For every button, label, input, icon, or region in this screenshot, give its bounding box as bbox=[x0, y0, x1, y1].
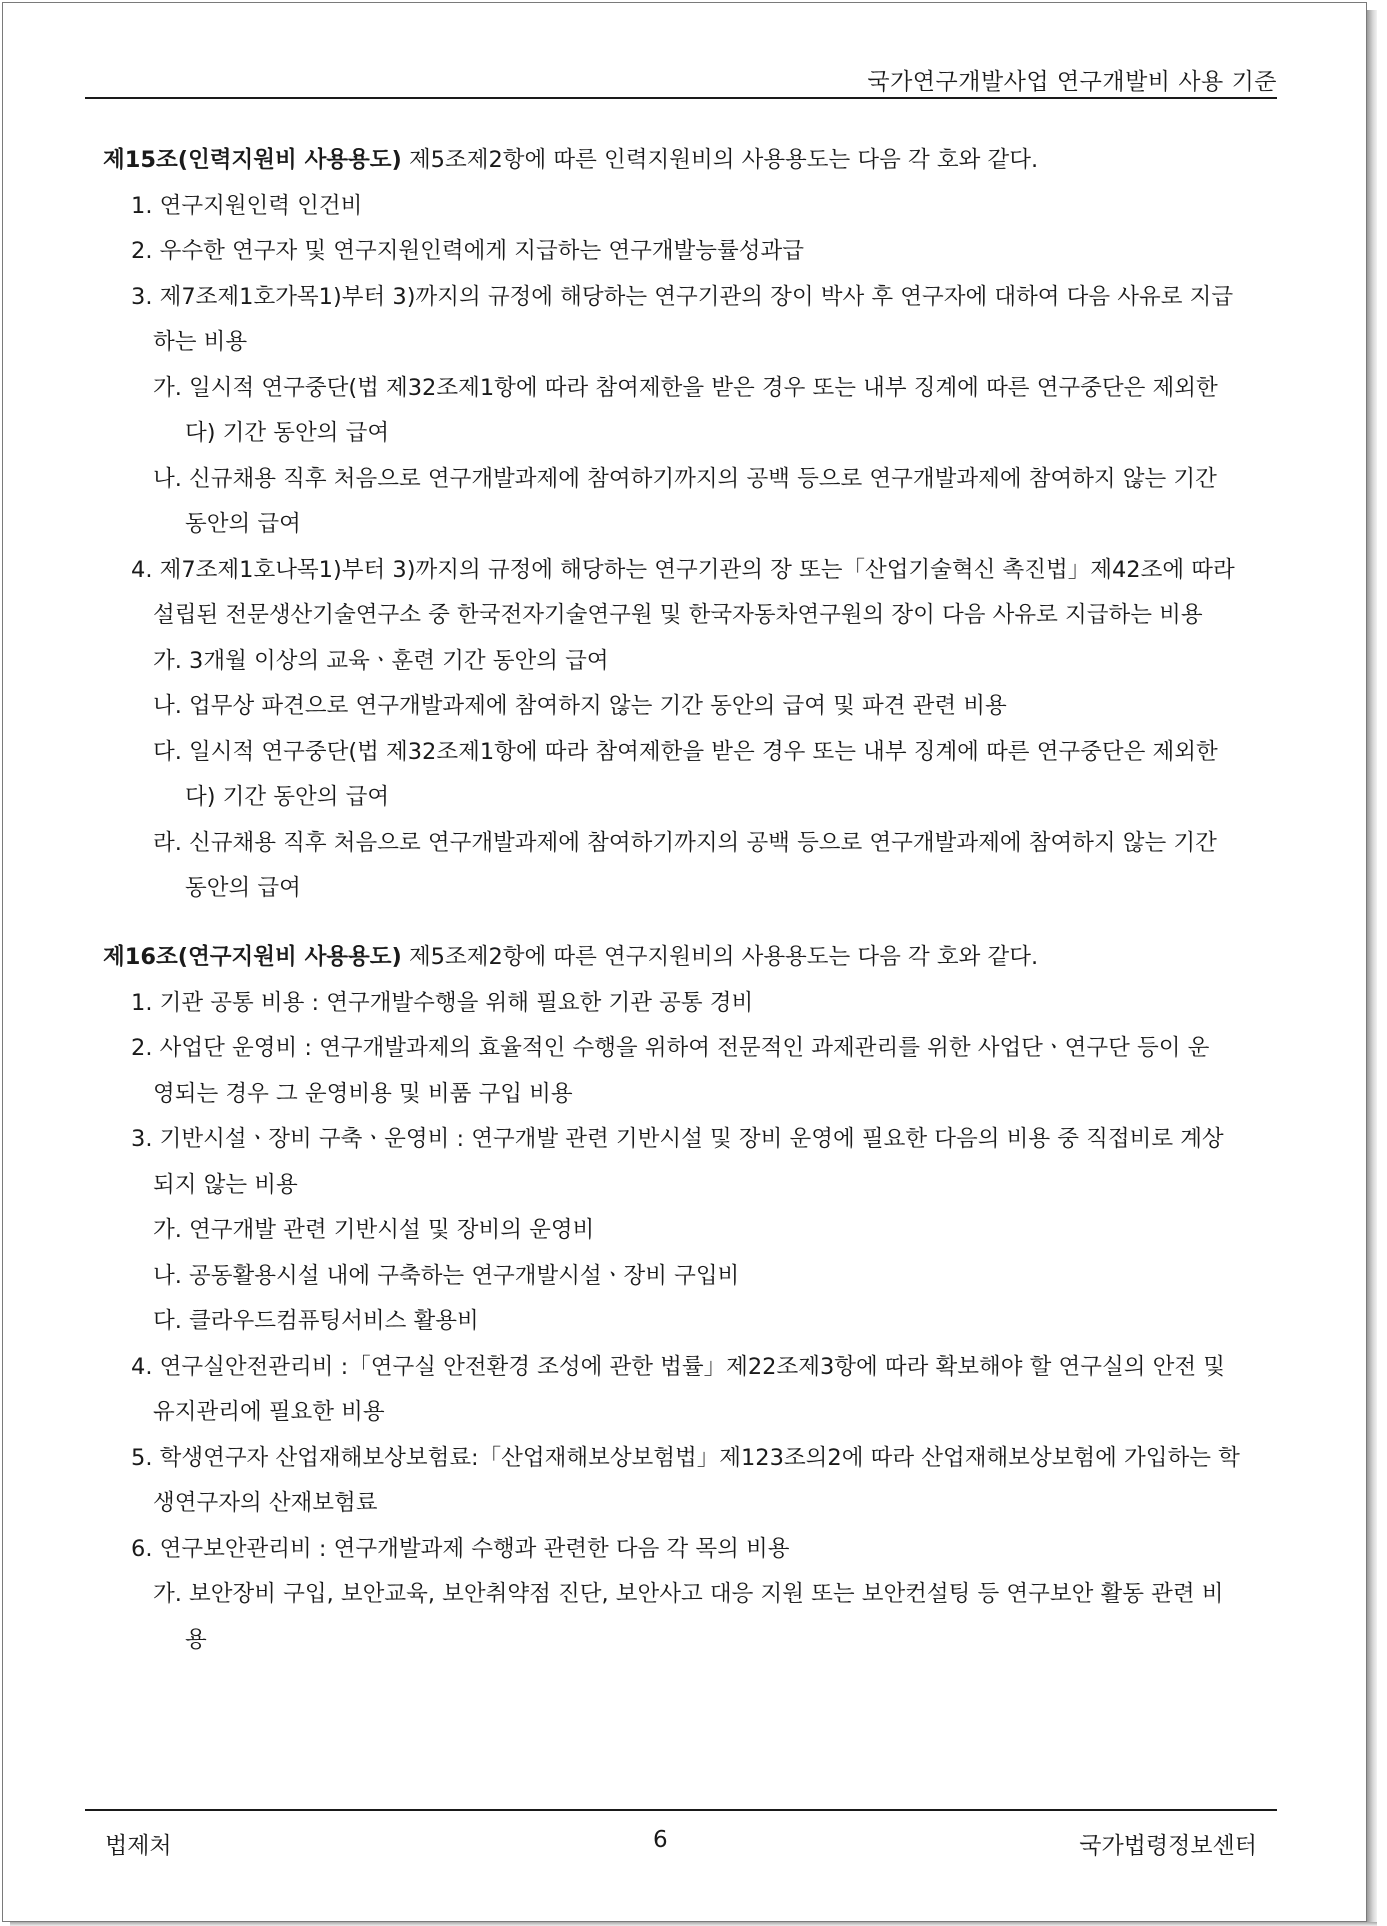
sub-item: 가. 보안장비 구입, 보안교육, 보안취약점 진단, 보안사고 대응 지원 또는 보안컨설팅 등 연구보안 활동 관련 비 bbox=[153, 1581, 1224, 1607]
page-footer bbox=[85, 1809, 1277, 1861]
list-item: 4. 연구실안전관리비 :「연구실 안전환경 조성에 관한 법률」제22조제3항에 따라 확보해야 할 연구실의 안전 및 bbox=[131, 1354, 1225, 1380]
sub-item: 가. 일시적 연구중단(법 제32조제1항에 따라 참여제한을 받은 경우 또는 내부 징계에 따른 연구중단은 제외한 bbox=[153, 375, 1218, 401]
sub-item-continuation: 용 bbox=[185, 1627, 207, 1653]
footer-publisher: 법제처 bbox=[105, 1833, 172, 1859]
list-item: 3. 제7조제1호가목1)부터 3)까지의 규정에 해당하는 연구기관의 장이 박사 후 연구자에 대하여 다음 사유로 지급 bbox=[131, 284, 1234, 310]
list-item: 3. 기반시설ㆍ장비 구축ㆍ운영비 : 연구개발 관련 기반시설 및 장비 운영에 필요한 다음의 비용 중 직접비로 계상 bbox=[131, 1126, 1224, 1152]
list-item-continuation: 유지관리에 필요한 비용 bbox=[153, 1399, 385, 1425]
article-16-intro: 제5조제2항에 따른 연구지원비의 사용용도는 다음 각 호와 같다. bbox=[401, 944, 1039, 970]
footer-source: 국가법령정보센터 bbox=[1079, 1833, 1257, 1859]
sub-item-continuation: 다) 기간 동안의 급여 bbox=[185, 784, 390, 810]
page-shadow-bottom bbox=[10, 1922, 1377, 1926]
document-title: 국가연구개발사업 연구개발비 사용 기준 bbox=[867, 69, 1277, 95]
sub-item: 나. 신규채용 직후 처음으로 연구개발과제에 참여하기까지의 공백 등으로 연구개발과제에 참여하지 않는 기간 bbox=[153, 466, 1217, 492]
list-item: 2. 사업단 운영비 : 연구개발과제의 효율적인 수행을 위하여 전문적인 과제관리를 위한 사업단ㆍ연구단 등이 운 bbox=[131, 1035, 1210, 1061]
page-header bbox=[85, 57, 1277, 99]
sub-item: 라. 신규채용 직후 처음으로 연구개발과제에 참여하기까지의 공백 등으로 연구개발과제에 참여하지 않는 기간 bbox=[153, 830, 1217, 856]
article-15-heading: 제15조(인력지원비 사용용도) bbox=[103, 147, 402, 173]
list-item-continuation: 되지 않는 비용 bbox=[153, 1172, 298, 1198]
sub-item: 가. 3개월 이상의 교육ㆍ훈련 기간 동안의 급여 bbox=[153, 648, 609, 674]
sub-item-continuation: 다) 기간 동안의 급여 bbox=[185, 420, 390, 446]
sub-item-continuation: 동안의 급여 bbox=[185, 511, 301, 537]
list-item-continuation: 설립된 전문생산기술연구소 중 한국전자기술연구원 및 한국자동차연구원의 장이 다음 사유로 지급하는 비용 bbox=[153, 602, 1203, 628]
page-number: 6 bbox=[653, 1827, 668, 1853]
list-item: 6. 연구보안관리비 : 연구개발과제 수행과 관련한 다음 각 목의 비용 bbox=[131, 1536, 790, 1562]
document-page bbox=[2, 2, 1367, 1922]
sub-item: 나. 공동활용시설 내에 구축하는 연구개발시설ㆍ장비 구입비 bbox=[153, 1263, 740, 1289]
sub-item: 다. 일시적 연구중단(법 제32조제1항에 따라 참여제한을 받은 경우 또는 내부 징계에 따른 연구중단은 제외한 bbox=[153, 739, 1218, 765]
article-15-intro: 제5조제2항에 따른 인력지원비의 사용용도는 다음 각 호와 같다. bbox=[401, 147, 1039, 173]
list-item-continuation: 영되는 경우 그 운영비용 및 비품 구입 비용 bbox=[153, 1081, 573, 1107]
list-item: 1. 기관 공통 비용 : 연구개발수행을 위해 필요한 기관 공통 경비 bbox=[131, 990, 754, 1016]
list-item: 2. 우수한 연구자 및 연구지원인력에게 지급하는 연구개발능률성과급 bbox=[131, 238, 804, 264]
list-item: 4. 제7조제1호나목1)부터 3)까지의 규정에 해당하는 연구기관의 장 또는「산업기술혁신 촉진법」제42조에 따라 bbox=[131, 557, 1235, 583]
article-16 bbox=[103, 942, 1038, 972]
article-15 bbox=[103, 145, 1038, 175]
list-item-continuation: 생연구자의 산재보험료 bbox=[153, 1490, 378, 1516]
page-shadow-right bbox=[1367, 10, 1377, 1924]
sub-item-continuation: 동안의 급여 bbox=[185, 875, 301, 901]
sub-item: 다. 클라우드컴퓨팅서비스 활용비 bbox=[153, 1308, 479, 1334]
list-item: 1. 연구지원인력 인건비 bbox=[131, 193, 363, 219]
sub-item: 나. 업무상 파견으로 연구개발과제에 참여하지 않는 기간 동안의 급여 및 파견 관련 비용 bbox=[153, 693, 1007, 719]
list-item: 5. 학생연구자 산업재해보상보험료:「산업재해보상보험법」제123조의2에 따라 산업재해보상보험에 가입하는 학 bbox=[131, 1445, 1240, 1471]
article-16-heading: 제16조(연구지원비 사용용도) bbox=[103, 944, 402, 970]
sub-item: 가. 연구개발 관련 기반시설 및 장비의 운영비 bbox=[153, 1217, 595, 1243]
list-item-continuation: 하는 비용 bbox=[153, 329, 248, 355]
